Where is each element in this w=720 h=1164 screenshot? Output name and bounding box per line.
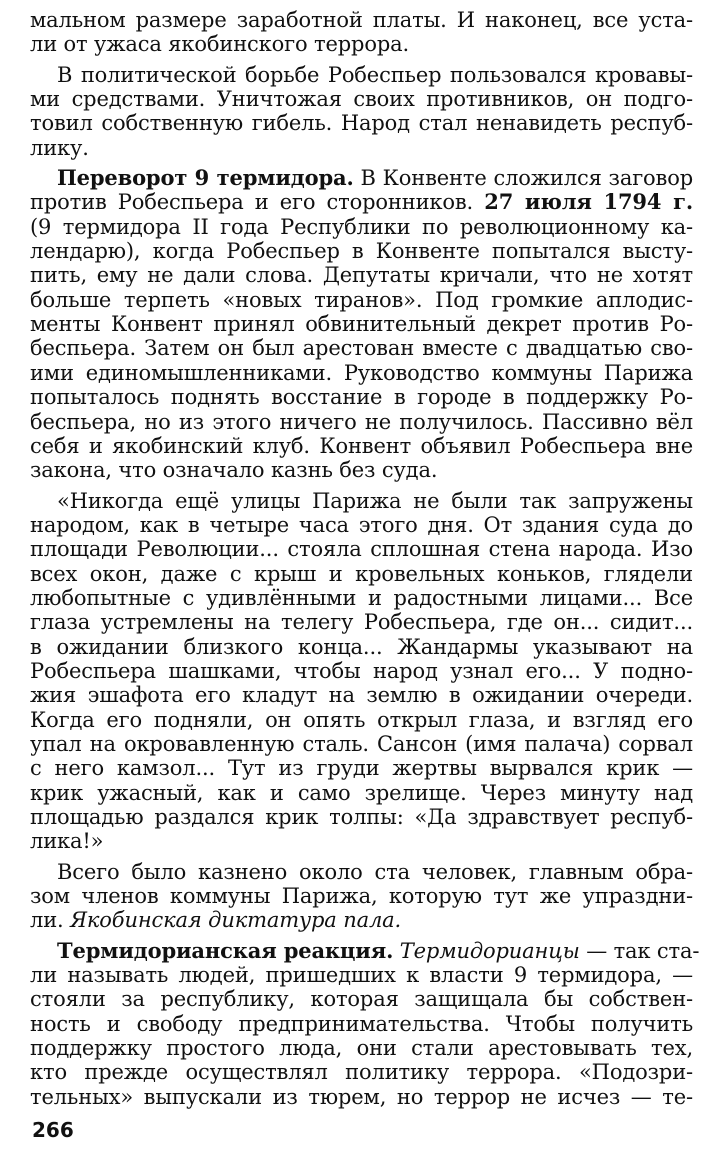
text-line: кто прежде осуществлял политику террора. «Подозри- [30, 1060, 693, 1085]
date-bold: 27 июля 1794 г. [484, 189, 694, 215]
text-line: Когда его подняли, он опять открыл глаза, и взгляд его [30, 707, 693, 732]
text-line: Переворот 9 термидора. В Конвенте сложился заговор [57, 165, 694, 191]
text-line: Термидорианская реакция. Термидорианцы — так ста- [57, 937, 700, 963]
text-line: тельных» выпускали из тюрем, но террор не исчез — те- [30, 1084, 693, 1109]
section-heading: Термидорианская реакция. [57, 937, 394, 963]
paragraph [30, 860, 693, 933]
text-line: любопытные с удивлёнными и радостными лицами... Все [30, 585, 693, 610]
text-line: поддержку простого люда, они стали арестовывать тех, [30, 1036, 693, 1061]
text-line: всех окон, даже с крыш и кровельных коньков, глядели [30, 561, 693, 586]
paragraph-thermidor-coup [30, 166, 693, 482]
italic-term: Термидорианцы [399, 938, 580, 963]
text-line: упал на окровавленную сталь. Сансон (имя палача) сорвал [30, 731, 693, 756]
text-line: лендарю), когда Робеспьер в Конвенте попытался высту- [30, 239, 693, 264]
text-line: Робеспьера шашками, чтобы народ узнал его... У подно- [30, 658, 693, 683]
page-body [30, 8, 700, 1109]
text-line: больше терпеть «новых тиранов». Под громкие аплодис- [30, 287, 693, 312]
section-heading: Переворот 9 термидора. [57, 165, 354, 191]
text-line: (9 термидора II года Республики по революционному ка- [30, 214, 693, 239]
italic-conclusion: Якобинская диктатура пала. [70, 908, 402, 933]
text-line: в ожидании близкого конца... Жандармы указывают на [30, 634, 693, 659]
text-line: крик ужасный, как и само зрелище. Через минуту над [30, 780, 693, 805]
text-line: ность и свободу предпринимательства. Чтобы получить [30, 1011, 693, 1036]
text-line: ли называть людей, пришедших к власти 9 термидора, — [30, 963, 693, 988]
text-line: пить, ему не дали слова. Депутаты кричали, что не хотят [30, 263, 693, 288]
text-line: беспьера, но из этого ничего не получилось. Пассивно вёл [30, 409, 693, 434]
text-line: лику. [30, 135, 89, 160]
text-line: зом членов коммуны Парижа, которую тут же упраздни- [30, 884, 693, 909]
text-line: В политической борьбе Робеспьер пользовался кровавы- [57, 62, 693, 87]
text-line: себя и якобинский клуб. Конвент объявил Робеспьера вне [30, 433, 693, 458]
text-line: площадью раздался крик толпы: «Да здравствует респуб- [30, 805, 693, 829]
text-line: Всего было казнено около ста человек, главным обра- [57, 859, 693, 884]
paragraph-thermidorian-reaction [30, 937, 700, 1109]
page-number: 266 [32, 1118, 74, 1142]
text-line: ми средствами. Уничтожая своих противников, он подго- [30, 87, 693, 112]
text-line: мальном размере заработной платы. И наконец, все уста- [30, 8, 693, 32]
text-line: ли от ужаса якобинского террора. [30, 32, 410, 57]
text-line: лика!» [30, 829, 104, 854]
text-line: народом, как в четыре часа этого дня. От здания суда до [30, 512, 693, 537]
text-line: с него камзол... Тут из груди жертвы вырвался крик — [30, 756, 693, 781]
text-line: беспьера. Затем он был арестован вместе с двадцатью сво- [30, 336, 693, 361]
text-line: товил собственную гибель. Народ стал ненавидеть респуб- [30, 111, 693, 136]
paragraph [30, 63, 693, 160]
text-line: глаза устремлены на телегу Робеспьера, где он... сидит... [30, 610, 693, 635]
text-line: попыталось поднять восстание в городе в поддержку Ро- [30, 385, 693, 410]
text-line: закона, что означало казнь без суда. [30, 458, 438, 483]
paragraph [30, 8, 693, 57]
text-line: против Робеспьера и его сторонников. 27 июля 1794 г. [30, 189, 694, 215]
text-line: жия эшафота его кладут на землю в ожидании очереди. [30, 683, 693, 708]
text-line: ими единомышленниками. Руководство коммуны Парижа [30, 360, 693, 385]
text-line: ли. Якобинская диктатура пала. [30, 908, 402, 933]
text-line: стояли за республику, которая защищала бы собствен- [30, 987, 693, 1012]
text-line: «Никогда ещё улицы Парижа не были так запружены [57, 488, 693, 513]
text-line: площади Революции... стояла сплошная стена народа. Изо [30, 537, 693, 562]
text-line: менты Конвент принял обвинительный декрет против Ро- [30, 312, 693, 337]
quote-paragraph [30, 489, 693, 854]
